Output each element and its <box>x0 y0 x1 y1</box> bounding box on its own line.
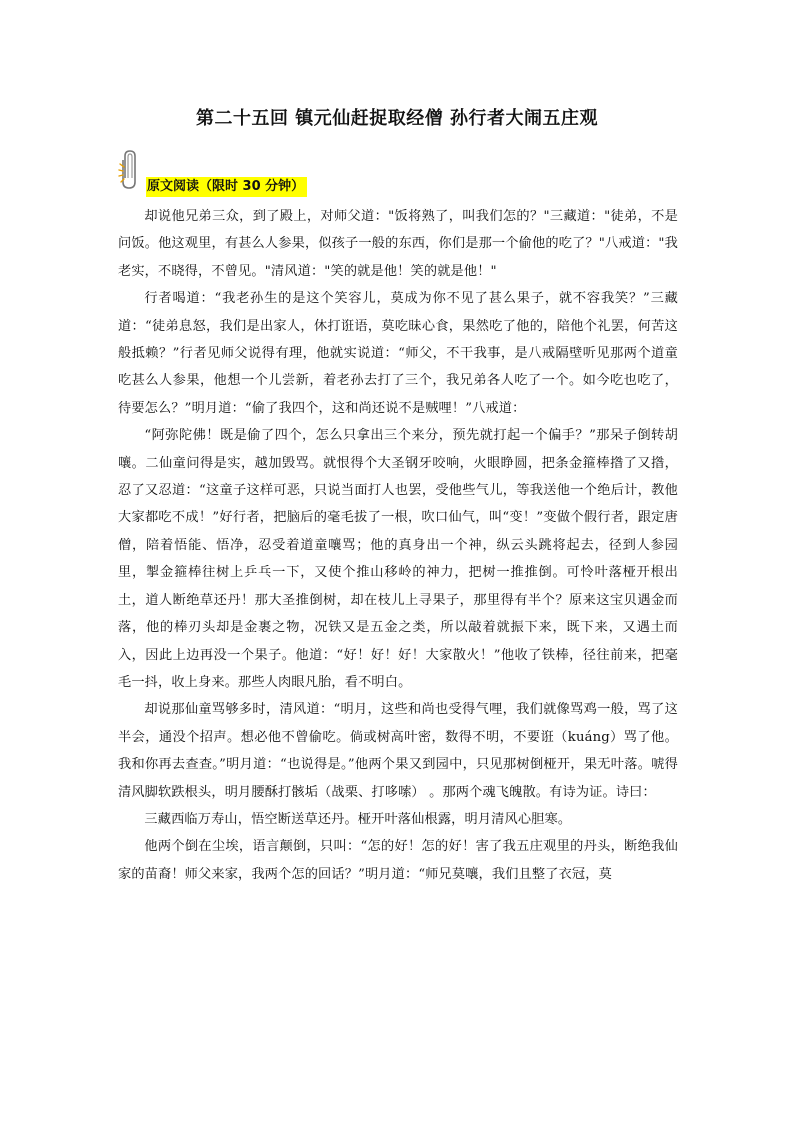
paragraph: “阿弥陀佛！既是偷了四个，怎么只拿出三个来分，预先就打起一个偏手？”那呆子倒转胡嚷。二仙童问得是实，越加毁骂。就恨得个大圣钢牙咬响，火眼睁圆，把条金箍棒揝了又揝，忍了又忍道：“这童子这样可恶，只说当面打人也罢，受他些气儿，等我送他一个绝后计，教他大家都吃不成！”好行者，把脑后的毫毛拔了一根，吹口仙气，叫“变！”变做个假行者，跟定唐僧，陪着悟能、悟净，忍受着道童嚷骂；他的真身出一个神，纵云头跳将起去，径到人参园里，掣金箍棒往树上乒乓一下，又使个推山移岭的神力，把树一推推倒。可怜叶落桠开根出土，道人断绝草还丹！那大圣推倒树，却在枝儿上寻果子，那里得有半个？原来这宝贝遇金而落，他的棒刃头却是金裹之物，况铁又是五金之类，所以敲着就振下来，既下来，又遇土而入，因此上边再没一个果子。他道：“好！好！好！大家散火！”他收了铁棒，径往前来，把毫毛一抖，收上身来。那些人肉眼凡胎，看不明白。 <box>118 428 678 690</box>
section-label-reading: 原文阅读（限时 30 分钟） <box>146 177 307 197</box>
paragraph: 行者喝道：“我老孙生的是这个笑容儿，莫成为你不见了甚么果子，就不容我笑？”三藏道：“徒弟息怒，我们是出家人，休打诳语，莫吃昧心食，果然吃了他的，陪他个礼罢，何苦这般抵赖？”行者见师父说得有理，他就实说道：“师父，不干我事，是八戒隔壁听见那两个道童吃甚么人参果，他想一个儿尝新，着老孙去打了三个，我兄弟各人吃了一个。如今吃也吃了，待要怎么？”明月道：“偷了我四个，这和尚还说不是贼哩！”八戒道： <box>118 291 678 416</box>
chapter-title: 第二十五回 镇元仙赶捉取经僧 孙行者大闹五庄观 <box>195 108 599 129</box>
paragraph: 他两个倒在尘埃，语言颠倒，只叫：“怎的好！怎的好！害了我五庄观里的丹头，断绝我仙家的苗裔！师父来家，我两个怎的回话？”明月道：“师兄莫嚷，我们且整了衣冠，莫 <box>118 839 678 882</box>
poem-line: 三藏西临万寿山，悟空断送草还丹。桠开叶落仙根露，明月清风心胆寒。 <box>144 811 572 827</box>
paperclip-icon <box>117 148 147 196</box>
paragraph: 却说那仙童骂够多时，清风道：“明月，这些和尚也受得气哩，我们就像骂鸡一般，骂了这半会，通没个招声。想必他不曾偷吃。倘或树高叶密，数得不明，不要诳（kuáng）骂了他。我和你再去查查。”明月道：“也说得是。”他两个果又到园中，只见那树倒桠开，果无叶落。唬得清风脚软跌根头，明月腰酥打骸垢（战栗、打哆嗦） 。那两个魂飞魄散。有诗为证。诗曰： <box>118 702 678 800</box>
article-body <box>118 203 678 888</box>
paragraph: 却说他兄弟三众，到了殿上，对师父道："饭将熟了，叫我们怎的？"三藏道："徒弟，不是问饭。他这观里，有甚么人参果，似孩子一般的东西，你们是那一个偷他的吃了？"八戒道："我老实，不晓得，不曾见。"清风道："笑的就是他！笑的就是他！" <box>118 209 678 279</box>
